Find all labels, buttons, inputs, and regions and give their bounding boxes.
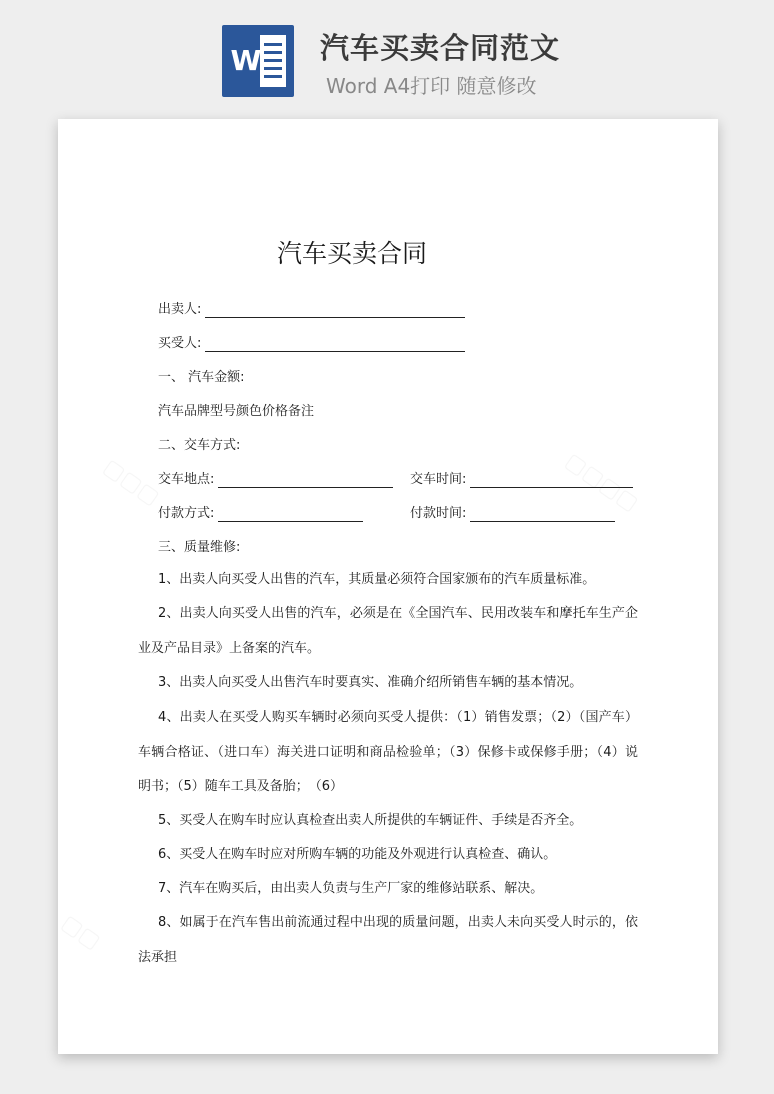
seller-field[interactable]: [205, 317, 465, 318]
clause-paragraph: 6、买受人在购车时应对所购车辆的功能及外观进行认真检查、确认。: [158, 847, 557, 862]
clause-paragraph: 7、汽车在购买后，由出卖人负责与生产厂家的维修站联系、解决。: [158, 881, 544, 896]
clause-paragraph: 3、出卖人向买受人出售汽车时要真实、准确介绍所销售车辆的基本情况。: [158, 675, 583, 690]
delivery-time-field[interactable]: [470, 487, 633, 488]
car-fields-line: 汽车品牌型号颜色价格备注: [158, 404, 315, 419]
buyer-label: 买受人:: [158, 336, 202, 351]
word-logo-icon: [222, 25, 294, 97]
buyer-field[interactable]: [205, 351, 465, 352]
doc-line-shape: [264, 67, 282, 70]
delivery-time-label: 交车时间:: [410, 472, 467, 487]
doc-line-shape: [264, 51, 282, 54]
document-title: 汽车买卖合同: [276, 239, 427, 268]
header-subtitle: Word A4打印 随意修改: [326, 74, 537, 98]
clause-paragraph: 1、出卖人向买受人出售的汽车，其质量必须符合国家颁布的汽车质量标准。: [158, 572, 596, 587]
section-heading: 一、 汽车金额:: [158, 370, 245, 385]
clause-paragraph: 8、如属于在汽车售出前流通过程中出现的质量问题，出卖人未向买受人时示的，依法承担: [138, 915, 638, 965]
doc-line-shape: [264, 43, 282, 46]
payment-time-label: 付款时间:: [410, 506, 467, 521]
payment-method-label: 付款方式:: [158, 506, 215, 521]
seller-label: 出卖人:: [158, 302, 202, 317]
section-heading: 三、质量维修:: [158, 540, 241, 555]
clause-paragraph: 4、出卖人在买受人购买车辆时必须向买受人提供：（1）销售发票；（2）（国产车）车辆合格证、（进口车）海关进口证明和商品检验单；（3）保修卡或保修手册；（4）说明书；（5）随车工具及备胎； （6）: [138, 710, 638, 794]
payment-time-field[interactable]: [470, 521, 615, 522]
header-banner: [0, 0, 774, 110]
delivery-place-label: 交车地点:: [158, 472, 215, 487]
clause-paragraph: 2、出卖人向买受人出售的汽车，必须是在《全国汽车、民用改装车和摩托车生产企业及产品目录》上备案的汽车。: [138, 606, 638, 656]
header-title: 汽车买卖合同范文: [320, 31, 561, 65]
section-heading: 二、交车方式:: [158, 438, 241, 453]
doc-line-shape: [264, 75, 282, 78]
delivery-place-field[interactable]: [218, 487, 393, 488]
doc-line-shape: [264, 59, 282, 62]
payment-method-field[interactable]: [218, 521, 363, 522]
logo-letter: W: [230, 44, 262, 77]
clause-paragraph: 5、买受人在购车时应认真检查出卖人所提供的车辆证件、手续是否齐全。: [158, 813, 583, 828]
